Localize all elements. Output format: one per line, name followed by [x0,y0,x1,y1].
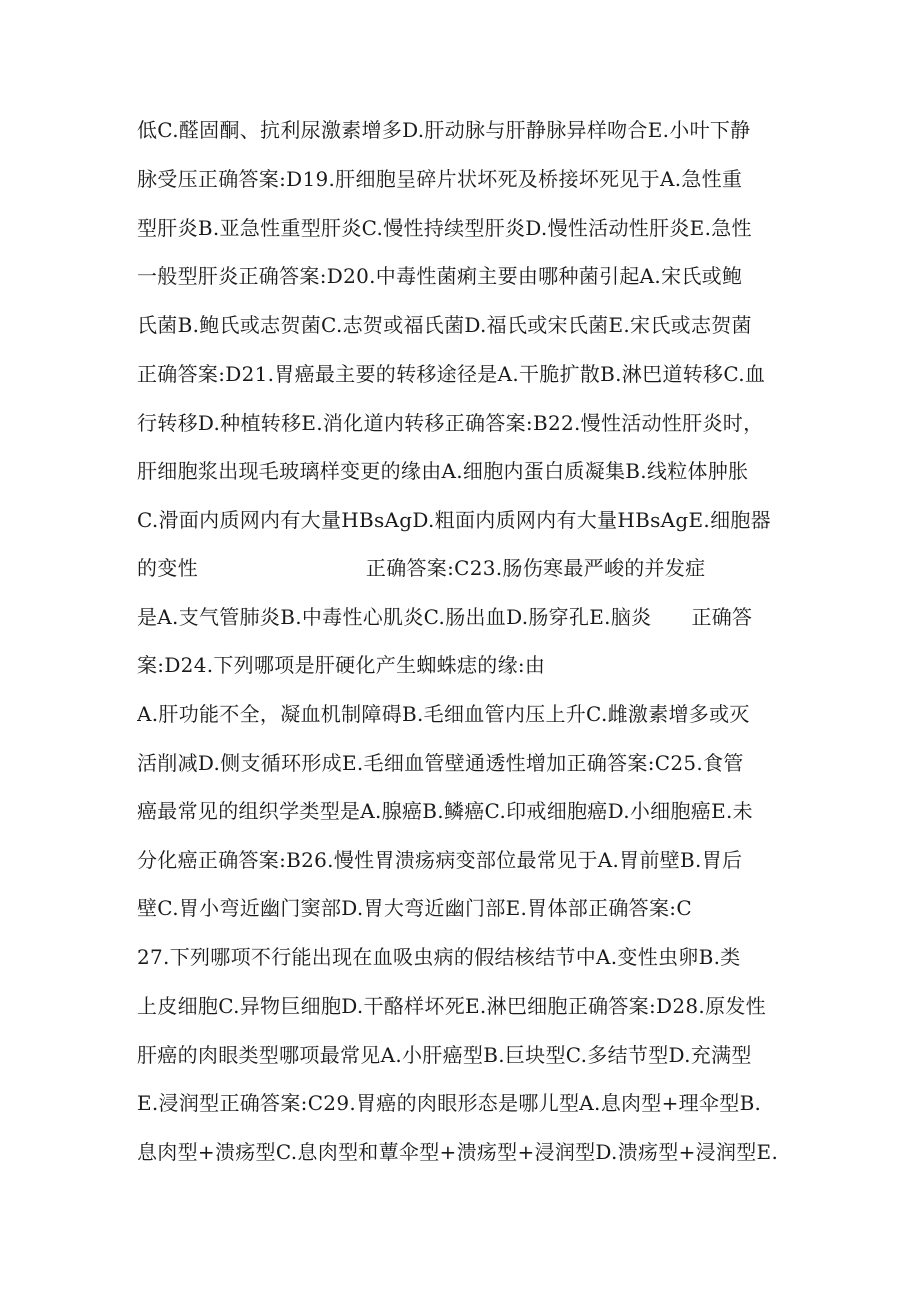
text-line-11-right: 正确答 [691,605,753,629]
text-line-7: 行转移D.种植转移E.消化道内转移正确答案:B22.慢性活动性肝炎时， [137,411,764,435]
text-line-16: 分化癌正确答案:B26.慢性胃溃疡病变部位最常见于A.胃前壁B.胃后 [137,848,743,872]
text-line-1: 低C.醛固酮、抗利尿激素增多D.肝动脉与肝静脉异样吻合E.小叶下静 [137,118,751,142]
text-line-4: 一般型肝炎正确答案:D20.中毒性菌痢主要由哪种菌引起A.宋氏或鲍 [137,264,743,288]
text-line-6: 正确答案:D21.胃癌最主要的转移途径是A.干脆扩散B.淋巴道转移C.血 [137,362,766,386]
text-line-17: 壁C.胃小弯近幽门窦部D.胃大弯近幽门部E.胃体部正确答案:C [137,896,692,920]
text-line-15: 癌最常见的组织学类型是A.腺癌B.鳞癌C.印戒细胞癌D.小细胞癌E.未 [137,799,753,823]
text-line-5: 氏菌B.鲍氏或志贺菌C.志贺或福氏菌D.福氏或宋氏菌E.宋氏或志贺菌 [137,313,752,337]
text-line-10 [137,553,797,583]
text-line-21: E.浸润型正确答案:C29.胃癌的肉眼形态是哪儿型A.息肉型+理伞型B. [137,1091,762,1115]
text-line-3: 型肝炎B.亚急性重型肝炎C.慢性持续型肝炎D.慢性活动性肝炎E.急性 [137,216,752,240]
text-line-12: 案:D24.下列哪项是肝硬化产生蜘蛛痣的缘:由 [137,653,546,677]
text-line-11 [137,602,797,632]
text-line-19: 上皮细胞C.异物巨细胞D.干酪样坏死E.淋巴细胞正确答案:D28.原发性 [137,994,766,1018]
text-line-10-right: 正确答案:C23.肠伤寒最严峻的并发症 [365,556,706,580]
text-line-14: 活削减D.侧支循环形成E.毛细血管壁通透性增加正确答案:C25.食管 [137,751,744,775]
text-line-20: 肝癌的肉眼类型哪项最常见A.小肝癌型B.巨块型C.多结节型D.充满型 [137,1043,752,1067]
text-line-22: 息肉型+溃疡型C.息肉型和蕈伞型+溃疡型+浸润型D.溃疡型+浸润型E. [137,1140,779,1164]
text-line-9: C.滑面内质网内有大量HBsAgD.粗面内质网内有大量HBsAgE.细胞器 [137,508,771,532]
text-line-11-left: 是A.支气管肺炎B.中毒性心肌炎C.肠出血D.肠穿孔E.脑炎 [137,605,652,629]
text-line-10-left: 的变性 [137,556,198,580]
text-line-2: 脉受压正确答案:D19.肝细胞呈碎片状坏死及桥接坏死见于A.急性重 [137,167,743,191]
text-line-13: A.肝功能不全，凝血机制障碍B.毛细血管内压上升C.雌激素增多或灭 [137,702,750,726]
text-line-8: 肝细胞浆出现毛玻璃样变更的缘由A.细胞内蛋白质凝集B.线粒体肿胀 [137,459,749,483]
text-line-18: 27.下列哪项不行能出现在血吸虫病的假结核结节中A.变性虫卵B.类 [137,945,741,969]
